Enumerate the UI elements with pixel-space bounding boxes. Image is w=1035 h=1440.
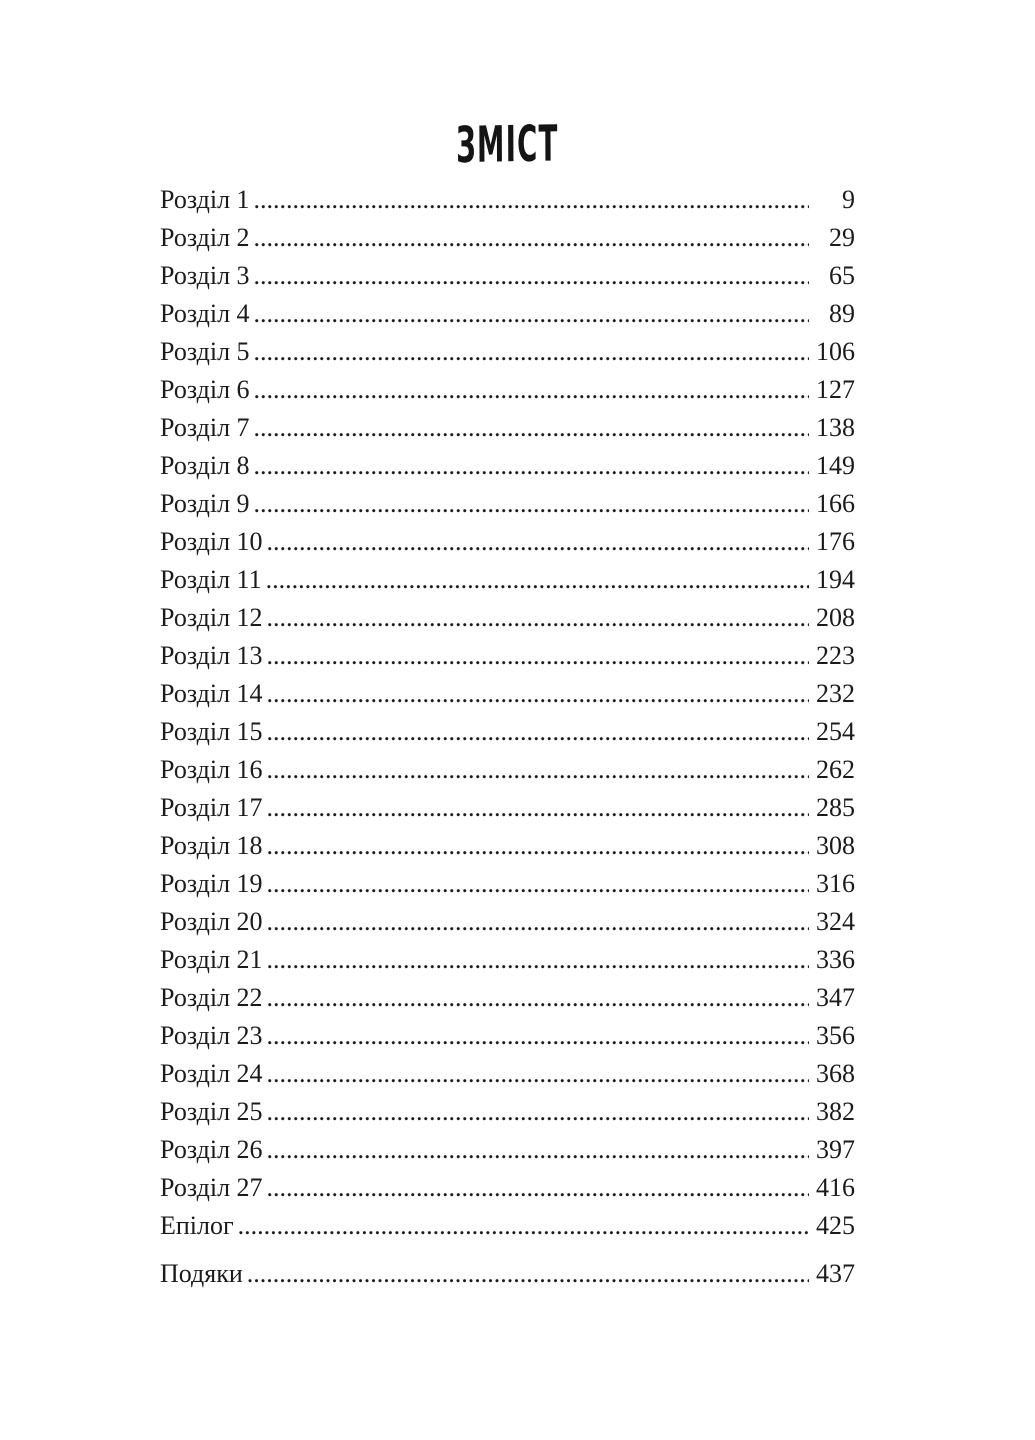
toc-entry-label: Розділ 25 bbox=[160, 1097, 263, 1126]
dot-leader bbox=[267, 1131, 809, 1169]
toc-entry-label: Розділ 27 bbox=[160, 1173, 263, 1202]
toc-entry-label: Розділ 21 bbox=[160, 945, 263, 974]
dot-leader bbox=[254, 409, 809, 447]
toc-row bbox=[160, 295, 855, 333]
dot-leader bbox=[267, 637, 809, 675]
table-of-contents bbox=[160, 0, 855, 1293]
toc-row bbox=[160, 1255, 855, 1293]
toc-row bbox=[160, 713, 855, 751]
toc-row bbox=[160, 257, 855, 295]
toc-entry-page: 437 bbox=[816, 1259, 855, 1288]
toc-entry-label: Розділ 18 bbox=[160, 831, 263, 860]
dot-leader bbox=[267, 1169, 809, 1207]
toc-row bbox=[160, 1055, 855, 1093]
toc-entry-page: 208 bbox=[816, 603, 855, 632]
dot-leader bbox=[267, 827, 809, 865]
toc-row bbox=[160, 219, 855, 257]
toc-entry-page: 9 bbox=[842, 185, 855, 214]
toc-entry-page: 285 bbox=[816, 793, 855, 822]
toc-entry-page: 382 bbox=[816, 1097, 855, 1126]
toc-entry-page: 254 bbox=[816, 717, 855, 746]
toc-row bbox=[160, 371, 855, 409]
toc-row bbox=[160, 637, 855, 675]
toc-row bbox=[160, 903, 855, 941]
toc-row bbox=[160, 599, 855, 637]
dot-leader bbox=[267, 979, 809, 1017]
toc-entry-label: Розділ 1 bbox=[160, 185, 250, 214]
toc-row bbox=[160, 485, 855, 523]
dot-leader bbox=[254, 333, 809, 371]
toc-entry-page: 106 bbox=[816, 337, 855, 366]
toc-entry-label: Епілог bbox=[160, 1211, 234, 1240]
toc-entry-label: Розділ 22 bbox=[160, 983, 263, 1012]
toc-entry-page: 149 bbox=[816, 451, 855, 480]
dot-leader bbox=[254, 181, 809, 219]
dot-leader bbox=[254, 257, 809, 295]
dot-leader bbox=[254, 219, 809, 257]
toc-entry-label: Розділ 8 bbox=[160, 451, 250, 480]
toc-entry-page: 356 bbox=[816, 1021, 855, 1050]
toc-entry-label: Розділ 6 bbox=[160, 375, 250, 404]
toc-entry-page: 166 bbox=[816, 489, 855, 518]
toc-entry-page: 416 bbox=[816, 1173, 855, 1202]
toc-entry-label: Розділ 15 bbox=[160, 717, 263, 746]
dot-leader bbox=[267, 903, 809, 941]
toc-entry-label: Розділ 9 bbox=[160, 489, 250, 518]
toc-entry-page: 194 bbox=[816, 565, 855, 594]
toc-entry-page: 127 bbox=[816, 375, 855, 404]
toc-entry-label: Розділ 17 bbox=[160, 793, 263, 822]
dot-leader bbox=[254, 295, 809, 333]
dot-leader bbox=[267, 751, 809, 789]
toc-entry-label: Розділ 5 bbox=[160, 337, 250, 366]
toc-entry-label: Подяки bbox=[160, 1259, 243, 1288]
toc-row bbox=[160, 447, 855, 485]
dot-leader bbox=[238, 1207, 809, 1245]
dot-leader bbox=[267, 523, 809, 561]
toc-row bbox=[160, 1169, 855, 1207]
toc-entry-label: Розділ 23 bbox=[160, 1021, 263, 1050]
toc-entry-page: 65 bbox=[829, 261, 855, 290]
toc-entry-label: Розділ 10 bbox=[160, 527, 263, 556]
toc-entry-label: Розділ 12 bbox=[160, 603, 263, 632]
toc-entry-label: Розділ 13 bbox=[160, 641, 263, 670]
toc-entry-page: 425 bbox=[816, 1211, 855, 1240]
toc-entry-label: Розділ 26 bbox=[160, 1135, 263, 1164]
toc-row bbox=[160, 1131, 855, 1169]
toc-entry-page: 368 bbox=[816, 1059, 855, 1088]
dot-leader bbox=[267, 599, 809, 637]
dot-leader bbox=[267, 1055, 809, 1093]
toc-row bbox=[160, 333, 855, 371]
toc-list bbox=[160, 181, 855, 1293]
dot-leader bbox=[267, 1093, 809, 1131]
toc-entry-label: Розділ 11 bbox=[160, 565, 262, 594]
dot-leader bbox=[267, 1017, 809, 1055]
toc-entry-label: Розділ 20 bbox=[160, 907, 263, 936]
toc-entry-label: Розділ 4 bbox=[160, 299, 250, 328]
toc-row bbox=[160, 941, 855, 979]
page-title bbox=[160, 116, 855, 172]
toc-entry-page: 89 bbox=[829, 299, 855, 328]
toc-entry-label: Розділ 2 bbox=[160, 223, 250, 252]
toc-entry-label: Розділ 7 bbox=[160, 413, 250, 442]
toc-entry-page: 29 bbox=[829, 223, 855, 252]
toc-entry-page: 232 bbox=[816, 679, 855, 708]
toc-entry-page: 223 bbox=[816, 641, 855, 670]
toc-entry-label: Розділ 24 bbox=[160, 1059, 263, 1088]
dot-leader bbox=[267, 865, 809, 903]
toc-row bbox=[160, 523, 855, 561]
toc-entry-page: 324 bbox=[816, 907, 855, 936]
toc-row bbox=[160, 827, 855, 865]
toc-entry-page: 316 bbox=[816, 869, 855, 898]
toc-row bbox=[160, 1017, 855, 1055]
dot-leader bbox=[254, 485, 809, 523]
dot-leader bbox=[267, 941, 809, 979]
page-title-text: ЗМІСТ bbox=[456, 114, 559, 174]
dot-leader bbox=[266, 561, 809, 599]
toc-entry-label: Розділ 19 bbox=[160, 869, 263, 898]
toc-row bbox=[160, 675, 855, 713]
toc-entry-page: 336 bbox=[816, 945, 855, 974]
toc-entry-label: Розділ 14 bbox=[160, 679, 263, 708]
toc-entry-page: 262 bbox=[816, 755, 855, 784]
toc-row bbox=[160, 409, 855, 447]
toc-row bbox=[160, 181, 855, 219]
dot-leader bbox=[254, 371, 809, 409]
toc-entry-page: 397 bbox=[816, 1135, 855, 1164]
toc-row bbox=[160, 979, 855, 1017]
toc-entry-page: 138 bbox=[816, 413, 855, 442]
toc-row bbox=[160, 1093, 855, 1131]
toc-row bbox=[160, 789, 855, 827]
toc-row bbox=[160, 561, 855, 599]
toc-entry-label: Розділ 16 bbox=[160, 755, 263, 784]
toc-entry-label: Розділ 3 bbox=[160, 261, 250, 290]
dot-leader bbox=[254, 447, 809, 485]
toc-entry-page: 347 bbox=[816, 983, 855, 1012]
toc-row bbox=[160, 1207, 855, 1245]
toc-entry-page: 176 bbox=[816, 527, 855, 556]
dot-leader bbox=[267, 789, 809, 827]
toc-row bbox=[160, 865, 855, 903]
dot-leader bbox=[247, 1255, 809, 1293]
toc-row bbox=[160, 751, 855, 789]
dot-leader bbox=[267, 713, 809, 751]
toc-entry-page: 308 bbox=[816, 831, 855, 860]
dot-leader bbox=[267, 675, 809, 713]
